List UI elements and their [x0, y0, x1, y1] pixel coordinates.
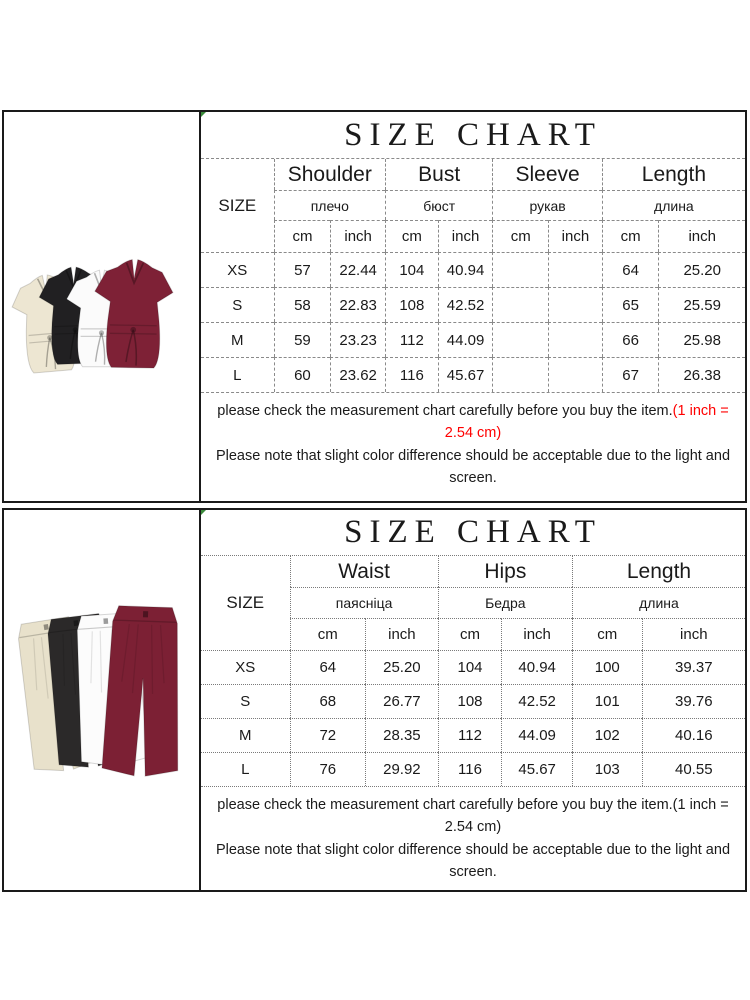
column-subheader-hips-local: Бедра	[438, 587, 572, 618]
table-cell: 42.52	[438, 287, 493, 322]
column-header-length: Length	[602, 159, 745, 190]
tops-illustration	[4, 112, 199, 501]
product-image-tops	[4, 112, 201, 501]
table-cell	[492, 322, 548, 357]
pants-illustration	[4, 510, 199, 890]
column-subheader-sleeve-ru: рукав	[492, 190, 601, 220]
table-cell: 40.94	[501, 650, 572, 684]
table-cell: 57	[274, 252, 331, 287]
unit-header-inch: inch	[365, 618, 438, 650]
table-cell: 39.76	[642, 684, 745, 718]
table-cell: 108	[385, 287, 438, 322]
table-cell: 116	[385, 357, 438, 392]
table-cell: 40.55	[642, 752, 745, 786]
table-cell: 67	[602, 357, 659, 392]
table-cell: 25.59	[658, 287, 745, 322]
unit-header-cm: cm	[274, 220, 331, 252]
table-cell	[548, 322, 602, 357]
note-text: please check the measurement chart carefully before you buy the item.	[217, 403, 673, 419]
column-header-size: SIZE	[218, 195, 257, 215]
table-cell: 68	[290, 684, 366, 718]
note-color-disclaimer: Please note that slight color difference should be acceptable due to the light and screen.	[215, 447, 731, 487]
column-header-size: SIZE	[226, 593, 265, 612]
row-label-l: L	[201, 752, 290, 786]
table-cell: 65	[602, 287, 659, 322]
column-subheader-shoulder-ru: плечо	[274, 190, 385, 220]
table-cell: 76	[290, 752, 366, 786]
column-header-hips: Hips	[438, 556, 572, 587]
row-label-s: S	[201, 287, 274, 322]
table-cell: 116	[438, 752, 502, 786]
unit-header-cm: cm	[572, 618, 642, 650]
table-cell: 60	[274, 357, 331, 392]
column-header-length: Length	[572, 556, 745, 587]
unit-header-inch: inch	[330, 220, 385, 252]
size-chart-panel-tops	[2, 110, 747, 503]
table-cell: 23.62	[330, 357, 385, 392]
measurement-note-pants	[201, 786, 745, 890]
column-header-shoulder: Shoulder	[274, 159, 385, 190]
table-cell: 100	[572, 650, 642, 684]
table-cell: 66	[602, 322, 659, 357]
row-label-xs: XS	[201, 252, 274, 287]
table-cell: 112	[385, 322, 438, 357]
column-subheader-bust-ru: бюст	[385, 190, 492, 220]
table-cell: 39.37	[642, 650, 745, 684]
table-cell: 104	[385, 252, 438, 287]
table-cell	[548, 252, 602, 287]
column-subheader-waist-local: паясніца	[290, 587, 438, 618]
table-cell	[492, 287, 548, 322]
column-header-waist: Waist	[290, 556, 438, 587]
unit-header-cm: cm	[385, 220, 438, 252]
unit-header-cm: cm	[438, 618, 502, 650]
table-cell: 28.35	[365, 718, 438, 752]
table-cell: 25.20	[658, 252, 745, 287]
note-color-disclaimer: Please note that slight color difference should be acceptable due to the light and screen.	[215, 841, 731, 881]
unit-header-cm: cm	[492, 220, 548, 252]
unit-header-inch: inch	[438, 220, 493, 252]
table-cell: 26.38	[658, 357, 745, 392]
size-chart-title: SIZE CHART	[344, 514, 602, 550]
table-cell: 22.44	[330, 252, 385, 287]
column-subheader-length-local: длина	[572, 587, 745, 618]
spreadsheet-artifact-mark	[201, 112, 206, 117]
table-cell: 26.77	[365, 684, 438, 718]
table-cell: 101	[572, 684, 642, 718]
column-subheader-length-ru: длина	[602, 190, 745, 220]
note-text: please check the measurement chart carefully before you buy the item.(1 inch = 2.54 cm)	[217, 797, 729, 836]
unit-header-inch: inch	[501, 618, 572, 650]
table-cell: 108	[438, 684, 502, 718]
size-chart-panel-pants	[2, 508, 747, 892]
column-header-bust: Bust	[385, 159, 492, 190]
table-cell	[492, 252, 548, 287]
table-cell: 104	[438, 650, 502, 684]
table-cell: 58	[274, 287, 331, 322]
table-cell: 23.23	[330, 322, 385, 357]
spreadsheet-artifact-mark	[201, 510, 206, 515]
row-label-xs: XS	[201, 650, 290, 684]
product-image-pants	[4, 510, 201, 890]
table-cell: 112	[438, 718, 502, 752]
table-cell: 44.09	[501, 718, 572, 752]
row-label-m: M	[201, 718, 290, 752]
row-label-m: M	[201, 322, 274, 357]
table-cell: 25.20	[365, 650, 438, 684]
table-cell: 103	[572, 752, 642, 786]
table-cell	[548, 287, 602, 322]
unit-header-inch: inch	[548, 220, 602, 252]
table-cell: 42.52	[501, 684, 572, 718]
table-cell: 22.83	[330, 287, 385, 322]
table-cell: 40.94	[438, 252, 493, 287]
pants-size-table	[201, 555, 745, 786]
table-cell: 64	[602, 252, 659, 287]
unit-header-inch: inch	[658, 220, 745, 252]
measurement-note-tops	[201, 392, 745, 501]
table-cell: 29.92	[365, 752, 438, 786]
row-label-l: L	[201, 357, 274, 392]
column-header-sleeve: Sleeve	[492, 159, 601, 190]
table-cell: 25.98	[658, 322, 745, 357]
table-cell: 40.16	[642, 718, 745, 752]
table-cell	[548, 357, 602, 392]
size-chart-title: SIZE CHART	[344, 116, 602, 153]
tops-size-table	[201, 158, 745, 392]
unit-header-cm: cm	[290, 618, 366, 650]
unit-header-inch: inch	[642, 618, 745, 650]
table-cell: 45.67	[438, 357, 493, 392]
table-cell	[492, 357, 548, 392]
unit-header-cm: cm	[602, 220, 659, 252]
row-label-s: S	[201, 684, 290, 718]
note-inch-conversion: (1 inch = 2.54 cm)	[444, 403, 729, 442]
table-cell: 102	[572, 718, 642, 752]
table-cell: 64	[290, 650, 366, 684]
table-cell: 59	[274, 322, 331, 357]
table-cell: 44.09	[438, 322, 493, 357]
table-cell: 45.67	[501, 752, 572, 786]
table-cell: 72	[290, 718, 366, 752]
